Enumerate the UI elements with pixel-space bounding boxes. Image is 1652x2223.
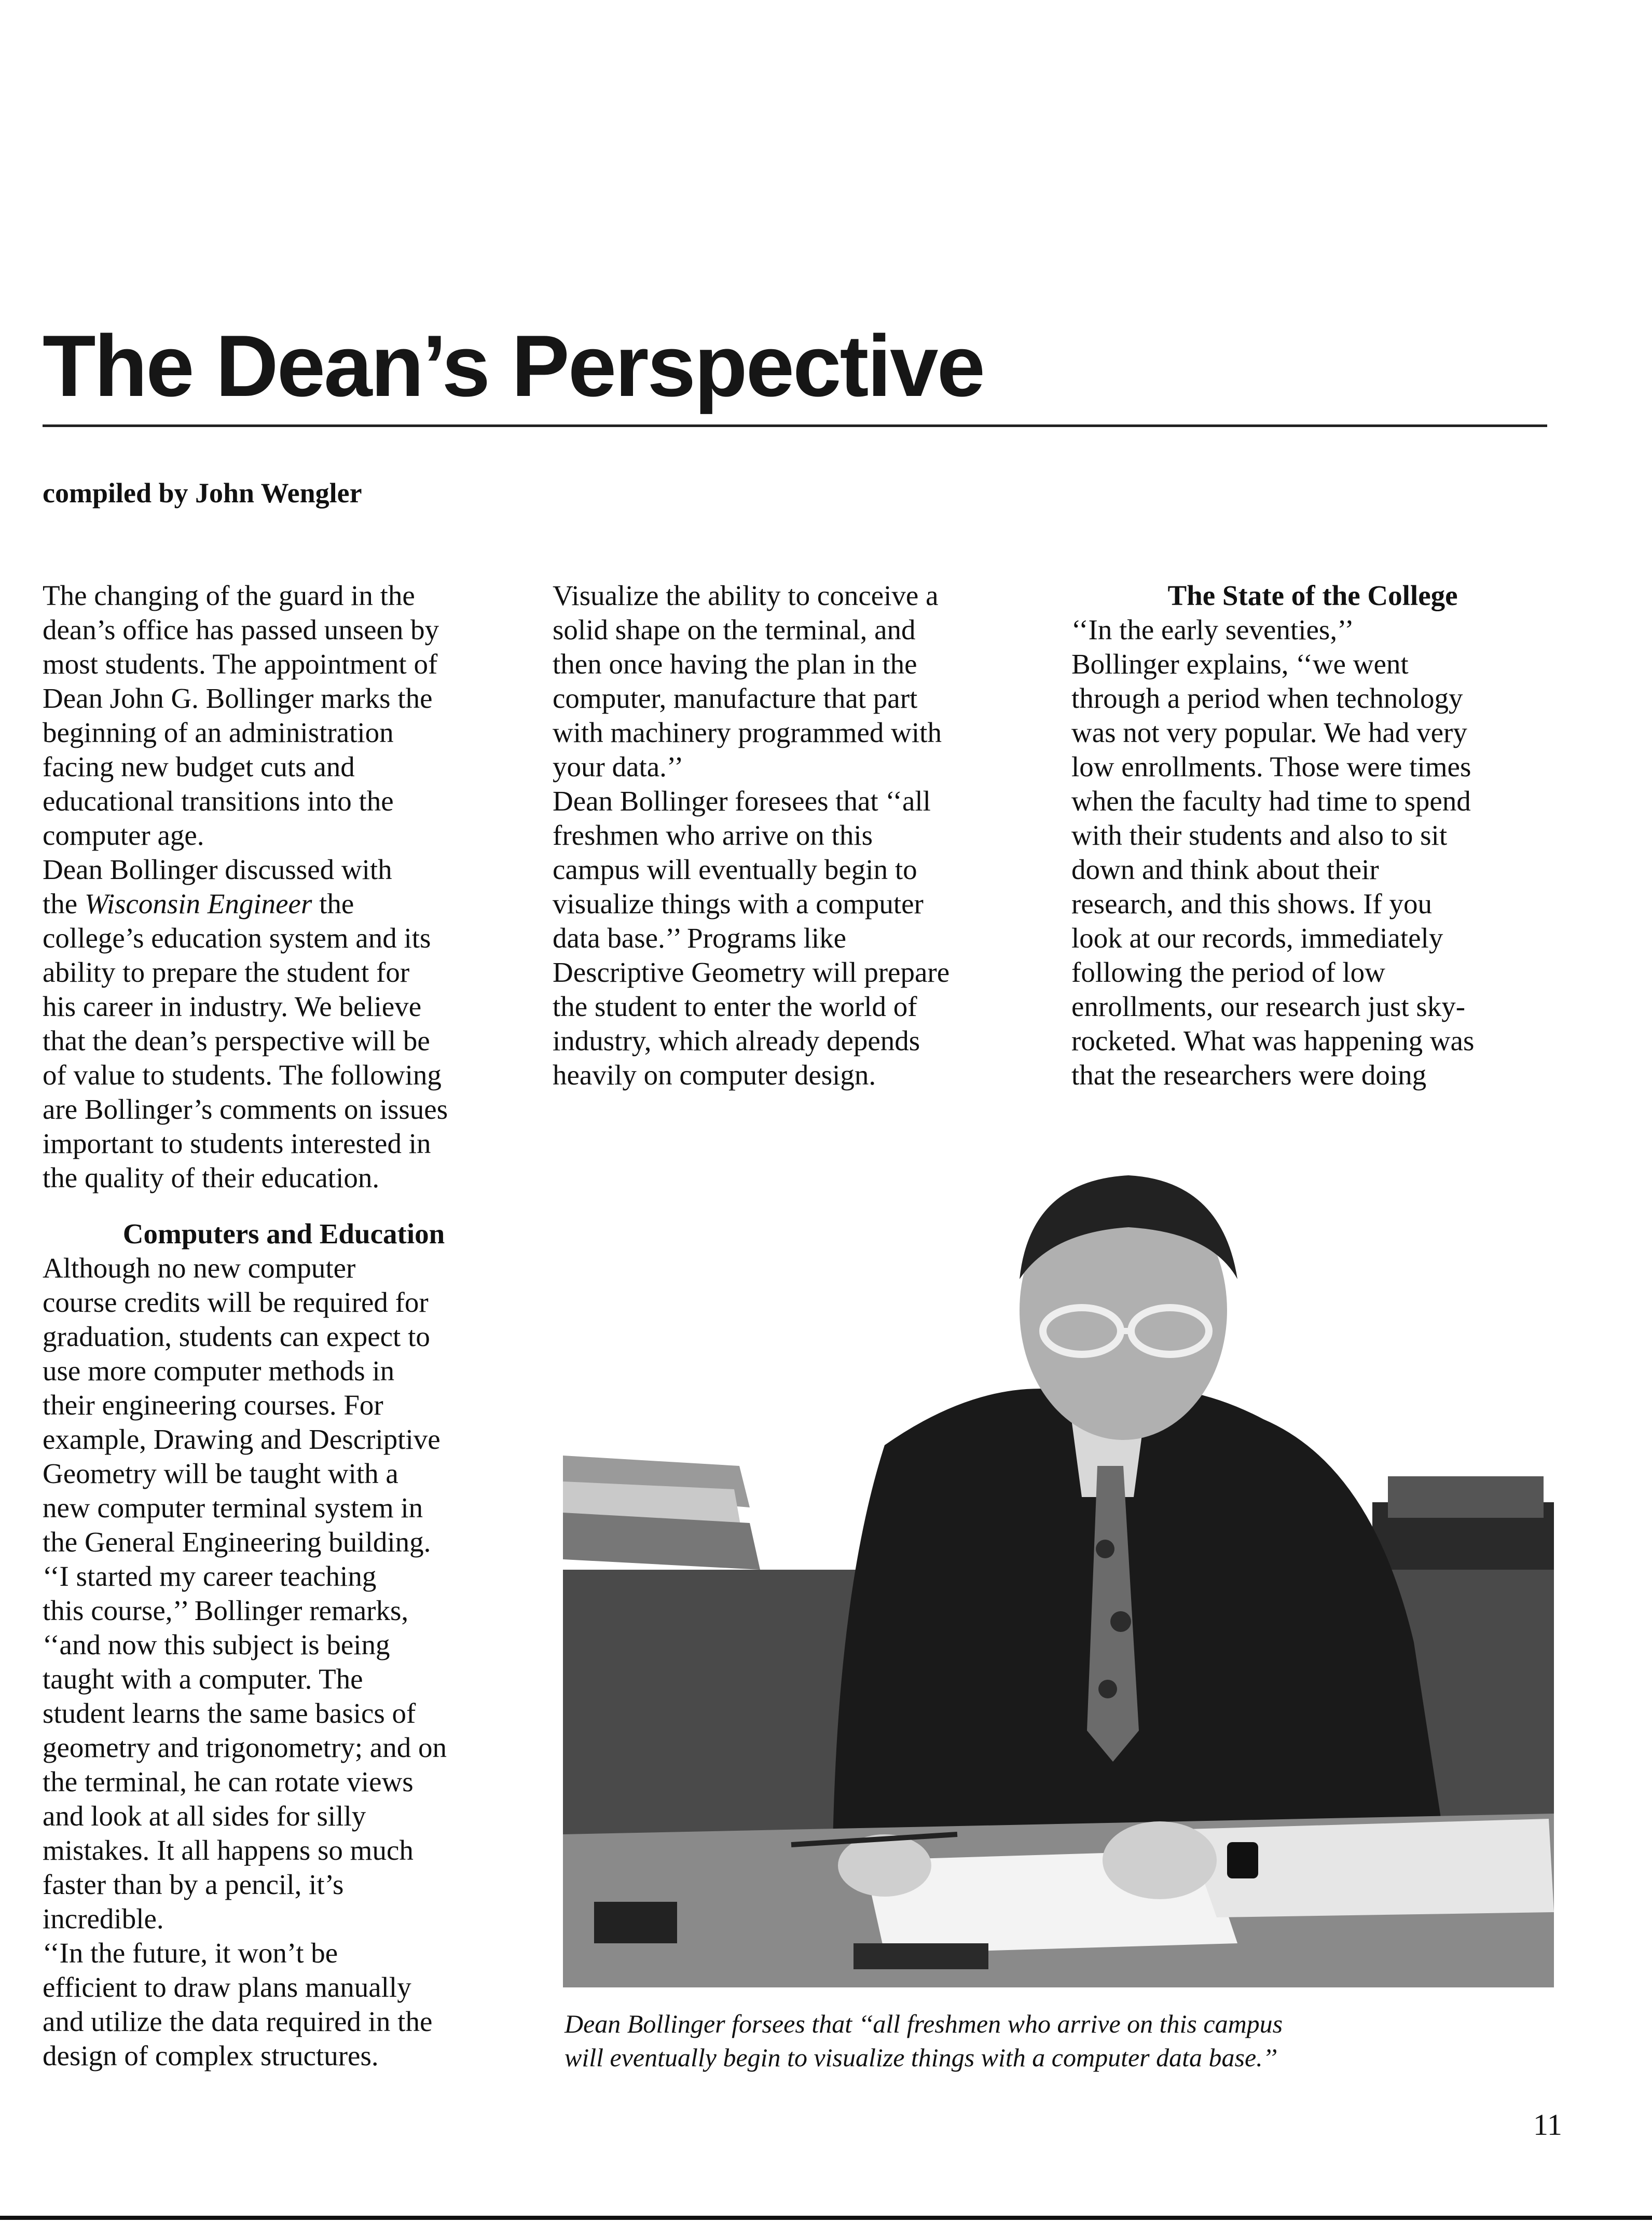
paragraph: ‘‘In the early seventies,’’ Bollinger explains, ‘‘we went through a period when technology was not very popular. We had very low enrollments. Those were times when the faculty had time to spend with their students and also to sit down and think about their research, and this shows. If you look at our records, immediately following the period of low enrollments, our research just sky- rocketed. What was happening was that the researchers were doing (1071, 614, 1475, 1091)
paragraph-text: the college’s education system and its ability to prepare the student for his career in industry. We believe that the dean’s perspective will be of value to students. The following are Bollinger’s comments on issues important to students interested in the quality of their education. (43, 888, 448, 1193)
column-3 (1071, 579, 1554, 1092)
photo-caption: Dean Bollinger forsees that ‘‘all freshmen who arrive on this campus will eventually begin to visualize things with a computer data base.’’ (565, 2009, 1283, 2072)
paragraph: ‘‘I started my career teaching this course,’’ Bollinger remarks, ‘‘and now this subject is being taught with a computer. The student learns the same basics of geometry and trigonometry; and on the terminal, he can rotate views and look at all sides for silly mistakes. It all happens so much faster than by a pencil, it’s incredible. (43, 1560, 447, 1934)
paragraph: ‘‘In the future, it won’t be efficient to draw plans manually and utilize the data required in the design of complex structures. (43, 1937, 433, 2071)
byline: compiled by John Wengler (43, 477, 362, 509)
article-title: The Dean’s Perspective (43, 317, 984, 415)
title-rule (43, 424, 1547, 427)
publication-name: Wisconsin Engineer (84, 888, 312, 920)
paragraph (43, 853, 525, 1195)
dean-photo (563, 1175, 1554, 1987)
paragraph: Dean Bollinger foresees that ‘‘all freshmen who arrive on this campus will eventually begin to visualize things with a computer data base.’’ Programs like Descriptive Geometry will prepare the student to enter the world of industry, which already depends heavily on computer design. (553, 785, 950, 1091)
section-heading: The State of the College (1167, 580, 1458, 611)
paragraph: Although no new computer course credits will be required for graduation, students can expect to use more computer methods in their engineering courses. For example, Drawing and Descriptive Geometry will be taught with a new computer terminal system in the General Engineering building. (43, 1252, 440, 1558)
paragraph: Visualize the ability to conceive a solid shape on the terminal, and then once having the plan in the computer, manufacture that part with machinery programmed with your data.’’ (553, 580, 942, 783)
paragraph: The changing of the guard in the dean’s office has passed unseen by most students. The appointment of Dean John G. Bollinger marks the beginning of an administration facing new budget cuts and educational transitions into the computer age. (43, 580, 439, 851)
column-1-lower (43, 1217, 525, 2073)
section-heading: Computers and Education (122, 1218, 445, 1250)
column-1 (43, 579, 525, 1195)
bottom-rule (0, 2216, 1652, 2220)
paragraph-text: Dean Bollinger discussed with the (43, 854, 392, 920)
column-2 (553, 579, 1035, 1092)
page-number: 11 (1533, 2108, 1562, 2142)
